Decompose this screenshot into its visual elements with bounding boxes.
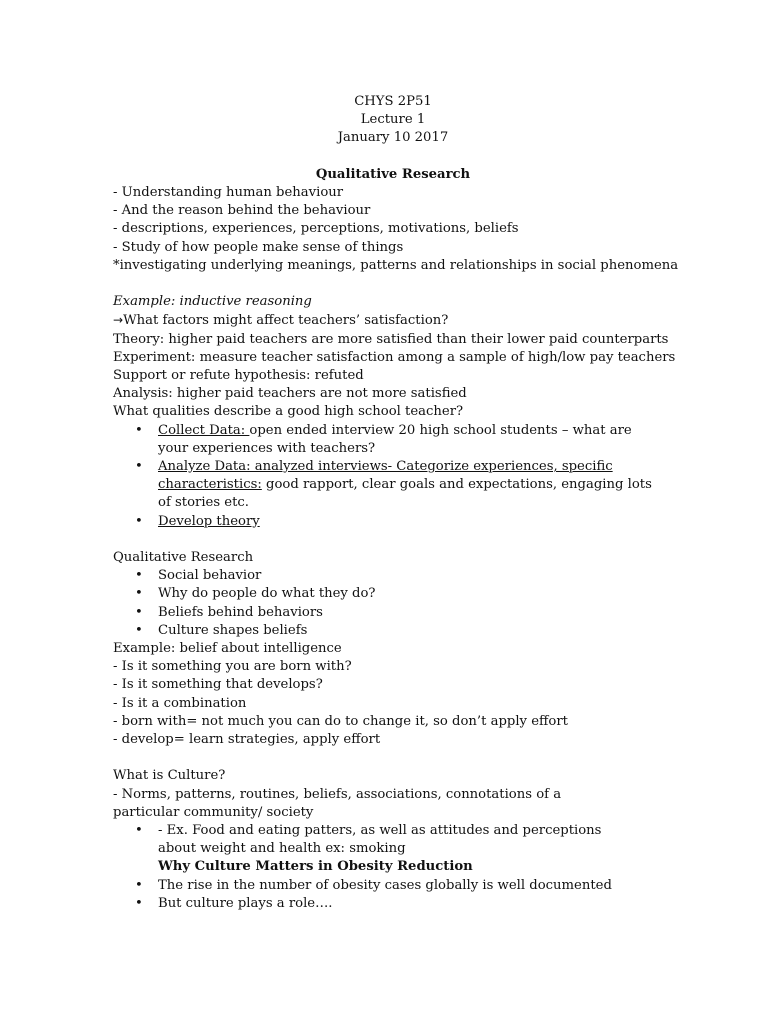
text-line: *investigating underlying meanings, patterns and relationships in social phenomena — [113, 257, 679, 273]
obesity-bullet-list — [113, 877, 673, 913]
spacer — [113, 749, 673, 767]
text-line: Experiment: measure teacher satisfaction among a sample of high/low pay teachers — [113, 349, 676, 365]
bullet-icon: • — [135, 895, 143, 911]
bullet-icon: • — [135, 823, 143, 839]
underlined-term: Collect Data: — [158, 422, 250, 438]
document-page — [113, 93, 679, 913]
qualitative-bullet-list — [113, 567, 673, 640]
lecture-date: January 10 2017 — [337, 130, 449, 146]
example-label: Example: inductive reasoning — [113, 294, 312, 310]
section-heading-qualitative-research-2: Qualitative Research — [113, 550, 254, 566]
bullet-icon: • — [135, 586, 143, 602]
text-line: What qualities describe a good high school teacher? — [113, 404, 464, 420]
bullet-icon: • — [135, 459, 143, 475]
list-item: • Culture shapes beliefs — [113, 622, 673, 640]
text-line: - And the reason behind the behaviour — [113, 203, 371, 219]
text-line: Support or refute hypothesis: refuted — [113, 368, 364, 384]
section-heading-culture: What is Culture? — [113, 768, 226, 784]
example-question — [113, 311, 673, 330]
bullet-text: open ended interview 20 high school students – what are your experiences with teachers? — [158, 422, 632, 456]
text-line: - Is it something that develops? — [113, 677, 323, 693]
spacer — [113, 275, 673, 293]
text-line: - born with= not much you can do to change it, so don’t apply effort — [113, 713, 568, 729]
text-line: - Is it something you are born with? — [113, 659, 352, 675]
text-line: Example: belief about intelligence — [113, 641, 342, 657]
bullet-icon: • — [135, 422, 143, 438]
text-line: Analysis: higher paid teachers are not more satisfied — [113, 386, 467, 402]
course-code: CHYS 2P51 — [354, 94, 432, 109]
bullet-icon: • — [135, 622, 143, 638]
underlined-term: Develop theory — [158, 513, 260, 529]
bullet-icon: • — [135, 513, 143, 529]
subheading-obesity: Why Culture Matters in Obesity Reduction — [158, 859, 473, 875]
bullet-icon: • — [135, 877, 143, 893]
bullet-icon: • — [135, 604, 143, 620]
section-heading-qualitative-research: Qualitative Research — [315, 166, 471, 182]
spacer — [113, 148, 673, 166]
list-item: • The rise in the number of obesity cases globally is well documented — [113, 877, 673, 895]
list-item: • Beliefs behind behaviors — [113, 604, 673, 622]
question-text: What factors might affect teachers’ satisfaction? — [123, 313, 449, 329]
lecture-number: Lecture 1 — [360, 112, 426, 128]
list-item — [113, 422, 673, 458]
spacer — [113, 531, 673, 549]
underlined-term: Analyze Data: analyzed interviews- Categorize experiences, specific characteristics: — [158, 459, 613, 493]
bullet-text: good rapport, clear goals and expectations, engaging lots of stories etc. — [158, 477, 652, 511]
culture-bullet-list — [113, 822, 673, 858]
arrow-right-icon: → — [113, 313, 124, 328]
text-line: - Is it a combination — [113, 695, 247, 711]
text-line: - descriptions, experiences, perceptions, motivations, beliefs — [113, 221, 519, 237]
text-line: - Understanding human behaviour — [113, 185, 344, 200]
culture-definition: - Norms, patterns, routines, beliefs, associations, connotations of a particular community/ society — [113, 786, 562, 820]
list-item: • - Ex. Food and eating patters, as well as attitudes and perceptions about weight and health ex: smoking — [135, 823, 602, 857]
bullet-icon: • — [135, 568, 143, 584]
list-item — [113, 458, 673, 513]
example-bullet-list — [113, 422, 673, 531]
text-line: - Study of how people make sense of things — [113, 239, 404, 255]
list-item: • But culture plays a role…. — [113, 895, 673, 913]
text-line: - develop= learn strategies, apply effort — [113, 732, 381, 748]
list-item: • Why do people do what they do? — [113, 585, 673, 603]
list-item — [113, 513, 673, 531]
list-item: • Social behavior — [113, 567, 673, 585]
text-line: Theory: higher paid teachers are more satisfied than their lower paid counterparts — [113, 331, 669, 347]
